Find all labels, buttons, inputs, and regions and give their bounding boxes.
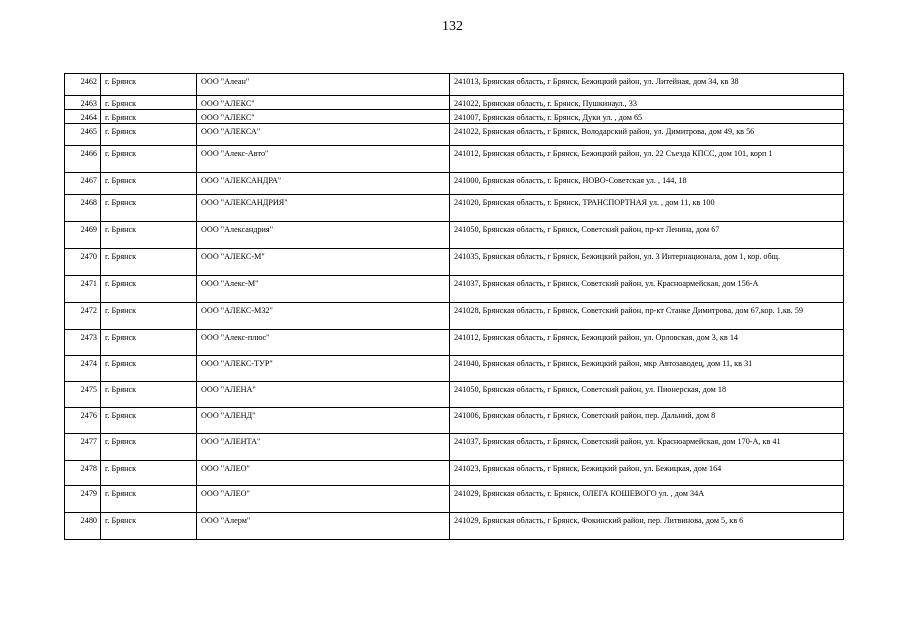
row-organization: ООО "АЛЕО" — [197, 486, 450, 513]
row-number: 2471 — [65, 276, 101, 303]
row-number: 2475 — [65, 382, 101, 408]
row-address: 241040, Брянская область, г Брянск, Бежицкий район, мкр Автозаводец, дом 11, кв 31 — [450, 356, 844, 382]
row-organization: ООО "Алекс-плюс" — [197, 330, 450, 356]
row-address: 241012, Брянская область, г Брянск, Бежицкий район, ул. 22 Съезда КПСС, дом 101, корп 1 — [450, 146, 844, 173]
row-city: г. Брянск — [101, 146, 197, 173]
table-row — [65, 74, 844, 96]
row-organization: ООО "Алекс-Авто" — [197, 146, 450, 173]
row-organization: ООО "АЛЕКС" — [197, 96, 450, 110]
registry-table — [64, 73, 844, 540]
row-address: 241050, Брянская область, г Брянск, Советский район, пр-кт Ленина, дом 67 — [450, 222, 844, 249]
row-organization: ООО "АЛЕО" — [197, 461, 450, 486]
row-address: 241006, Брянская область, г Брянск, Советский район, пер. Дальний, дом 8 — [450, 408, 844, 434]
row-organization: ООО "АЛЕНД" — [197, 408, 450, 434]
row-city: г. Брянск — [101, 434, 197, 461]
row-city: г. Брянск — [101, 96, 197, 110]
registry-table-body — [65, 74, 844, 540]
row-address: 241029, Брянская область, г. Брянск, ОЛЕГА КОШЕВОГО ул. , дом 34А — [450, 486, 844, 513]
row-number: 2467 — [65, 173, 101, 195]
row-address: 241022, Брянская область, г. Брянск, Пушкинаул., 33 — [450, 96, 844, 110]
row-organization: ООО "Алерм" — [197, 513, 450, 540]
row-address: 241007, Брянская область, г. Брянск, Дуки ул. , дом 65 — [450, 110, 844, 124]
table-row — [65, 434, 844, 461]
row-address: 241023, Брянская область, г Брянск, Бежицкий район, ул. Бежицкая, дом 164 — [450, 461, 844, 486]
row-city: г. Брянск — [101, 461, 197, 486]
row-city: г. Брянск — [101, 276, 197, 303]
row-address: 241013, Брянская область, г Брянск, Бежицкий район, ул. Литейная, дом 34, кв 38 — [450, 74, 844, 96]
table-row — [65, 303, 844, 330]
row-city: г. Брянск — [101, 173, 197, 195]
table-row — [65, 146, 844, 173]
row-city: г. Брянск — [101, 513, 197, 540]
table-row — [65, 408, 844, 434]
table-row — [65, 330, 844, 356]
table-row — [65, 382, 844, 408]
row-number: 2462 — [65, 74, 101, 96]
row-city: г. Брянск — [101, 74, 197, 96]
row-address: 241012, Брянская область, г Брянск, Бежицкий район, ул. Орловская, дом 3, кв 14 — [450, 330, 844, 356]
row-organization: ООО "АЛЕНТА" — [197, 434, 450, 461]
table-row — [65, 486, 844, 513]
row-city: г. Брянск — [101, 195, 197, 222]
table-row — [65, 96, 844, 110]
row-organization: ООО "АЛЕКС-М" — [197, 249, 450, 276]
row-address: 241022, Брянская область, г Брянск, Володарский район, ул. Димитрова, дом 49, кв 56 — [450, 124, 844, 146]
table-row — [65, 173, 844, 195]
row-organization: ООО "АЛЕКС-ТУР" — [197, 356, 450, 382]
row-address: 241029, Брянская область, г Брянск, Фокинский район, пер. Литвинова, дом 5, кв 6 — [450, 513, 844, 540]
table-row — [65, 276, 844, 303]
row-address: 241037, Брянская область, г Брянск, Советский район, ул. Красноармейская, дом 156-А — [450, 276, 844, 303]
table-row — [65, 124, 844, 146]
row-organization: ООО "АЛЕКСА" — [197, 124, 450, 146]
row-address: 241028, Брянская область, г Брянск, Советский район, пр-кт Станке Димитрова, дом 67,кор. 1,кв. 59 — [450, 303, 844, 330]
row-organization: ООО "Александрия" — [197, 222, 450, 249]
table-row — [65, 195, 844, 222]
table-row — [65, 461, 844, 486]
row-number: 2469 — [65, 222, 101, 249]
row-city: г. Брянск — [101, 486, 197, 513]
row-number: 2478 — [65, 461, 101, 486]
row-number: 2465 — [65, 124, 101, 146]
row-city: г. Брянск — [101, 124, 197, 146]
row-organization: ООО "Алекс-М" — [197, 276, 450, 303]
table-row — [65, 222, 844, 249]
row-number: 2479 — [65, 486, 101, 513]
row-organization: ООО "АЛЕКС-М32" — [197, 303, 450, 330]
row-city: г. Брянск — [101, 249, 197, 276]
table-row — [65, 356, 844, 382]
row-city: г. Брянск — [101, 222, 197, 249]
row-address: 241020, Брянская область, г. Брянск, ТРАНСПОРТНАЯ ул. , дом 11, кв 100 — [450, 195, 844, 222]
row-number: 2480 — [65, 513, 101, 540]
row-organization: ООО "Алеан" — [197, 74, 450, 96]
row-city: г. Брянск — [101, 382, 197, 408]
row-city: г. Брянск — [101, 356, 197, 382]
row-organization: ООО "АЛЕКСАНДРИЯ" — [197, 195, 450, 222]
table-row — [65, 513, 844, 540]
row-address: 241000, Брянская область, г. Брянск, НОВО-Советская ул. , 144, 18 — [450, 173, 844, 195]
row-city: г. Брянск — [101, 110, 197, 124]
row-city: г. Брянск — [101, 303, 197, 330]
row-number: 2473 — [65, 330, 101, 356]
row-number: 2472 — [65, 303, 101, 330]
row-number: 2468 — [65, 195, 101, 222]
row-address: 241050, Брянская область, г Брянск, Советский район, ул. Пионерская, дом 18 — [450, 382, 844, 408]
row-address: 241035, Брянская область, г Брянск, Бежицкий район, ул. 3 Интернационала, дом 1, кор. общ. — [450, 249, 844, 276]
table-row — [65, 249, 844, 276]
row-organization: ООО "АЛЕНА" — [197, 382, 450, 408]
row-number: 2476 — [65, 408, 101, 434]
row-number: 2474 — [65, 356, 101, 382]
row-number: 2466 — [65, 146, 101, 173]
row-organization: ООО "АЛЕКС" — [197, 110, 450, 124]
table-row — [65, 110, 844, 124]
row-number: 2463 — [65, 96, 101, 110]
row-city: г. Брянск — [101, 330, 197, 356]
row-city: г. Брянск — [101, 408, 197, 434]
row-organization: ООО "АЛЕКСАНДРА" — [197, 173, 450, 195]
row-number: 2470 — [65, 249, 101, 276]
row-number: 2464 — [65, 110, 101, 124]
row-number: 2477 — [65, 434, 101, 461]
row-address: 241037, Брянская область, г Брянск, Советский район, ул. Красноармейская, дом 170-А, кв 41 — [450, 434, 844, 461]
page-number: 132 — [442, 19, 463, 34]
